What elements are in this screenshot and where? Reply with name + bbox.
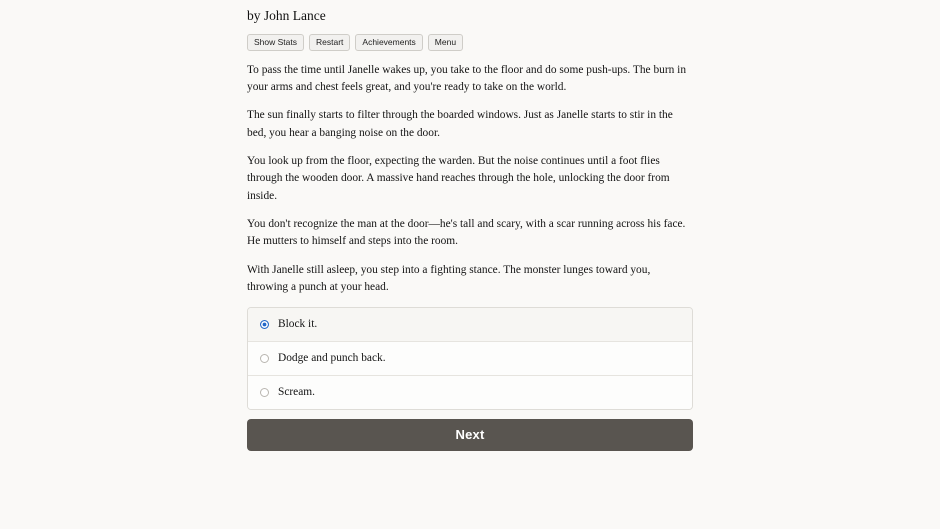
choice-label: Dodge and punch back. <box>278 352 386 365</box>
restart-button[interactable]: Restart <box>309 34 350 51</box>
radio-button-icon[interactable] <box>260 354 269 363</box>
next-button[interactable]: Next <box>247 419 693 451</box>
show-stats-button[interactable]: Show Stats <box>247 34 304 51</box>
choice-label: Block it. <box>278 318 318 331</box>
radio-button-icon[interactable] <box>260 320 269 329</box>
choice-list <box>247 307 693 409</box>
choice-option-1[interactable] <box>248 308 692 342</box>
choice-option-2[interactable] <box>248 342 692 376</box>
story-paragraph: To pass the time until Janelle wakes up, you take to the floor and do some push-ups. The burn in your arms and chest feels great, and you're ready to take on the world. <box>247 63 687 94</box>
story-paragraph: You look up from the floor, expecting the warden. But the noise continues until a foot flies through the wooden door. A massive hand reaches through the hole, unlocking the door from inside. <box>247 155 670 202</box>
story-text <box>247 62 693 297</box>
choice-option-3[interactable] <box>248 376 692 409</box>
story-paragraph: The sun finally starts to filter through the boarded windows. Just as Janelle starts to stir in the bed, you hear a banging noise on the door. <box>247 109 673 139</box>
content-column <box>247 0 693 451</box>
game-toolbar <box>247 34 693 51</box>
story-paragraph: With Janelle still asleep, you step into a fighting stance. The monster lunges toward you, throwing a punch at your head. <box>247 263 651 294</box>
menu-button[interactable]: Menu <box>428 34 463 51</box>
achievements-button[interactable]: Achievements <box>355 34 422 51</box>
radio-button-icon[interactable] <box>260 388 269 397</box>
author-byline: by John Lance <box>247 8 326 23</box>
choice-label: Scream. <box>278 386 316 398</box>
story-paragraph: You don't recognize the man at the door—he's tall and scary, with a scar running across his face. He mutters to himself and steps into the room. <box>247 218 686 248</box>
